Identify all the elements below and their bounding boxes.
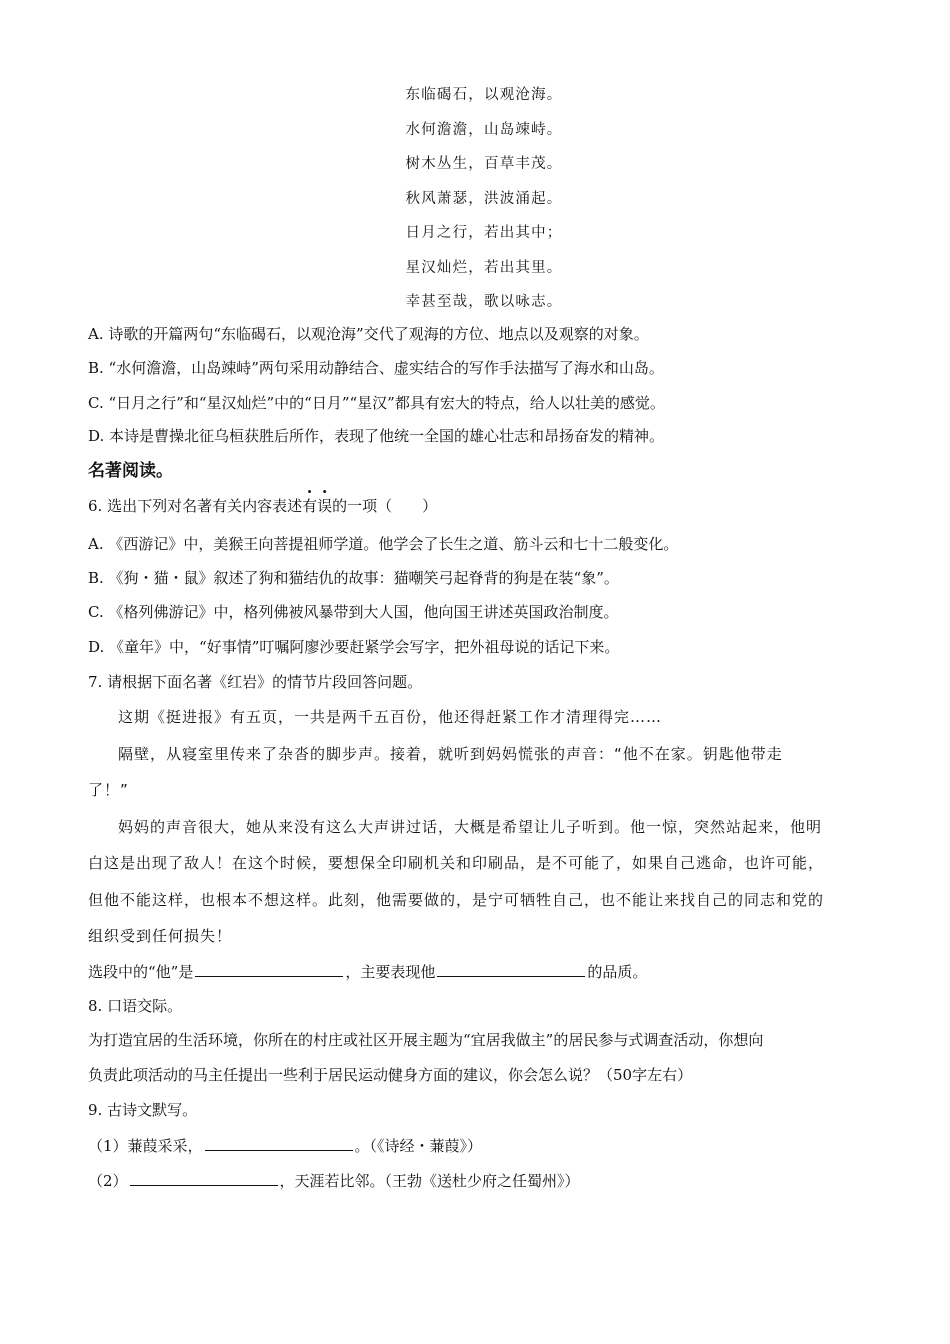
q7-excerpt-p3-line2: 白这是出现了敌人！在这个时候，要想保全印刷机关和印刷品，是不可能了，如果自己逃命，也许可能， bbox=[88, 854, 825, 872]
q6-emphasis-char: 误 bbox=[317, 497, 333, 515]
poem-line: 树木丛生，百草丰茂。 bbox=[405, 156, 563, 172]
q7-excerpt-p2-line2: 了！” bbox=[88, 781, 129, 799]
q7-answer-part2: ，主要表现他 bbox=[345, 963, 436, 981]
q9-item2-after: ，天涯若比邻。（王勃《送杜少府之任蜀州》） bbox=[279, 1172, 580, 1190]
q6-option-d: D. 《童年》中，“好事情”叮嘱阿廖沙要赶紧学会写字，把外祖母说的话记下来。 bbox=[88, 638, 620, 656]
q6-emphasis-char: 有 bbox=[302, 497, 318, 515]
q6-option-c: C. 《格列佛游记》中，格列佛被风暴带到大人国，他向国王讲述英国政治制度。 bbox=[88, 603, 619, 621]
q7-excerpt-p3-line4: 组织受到任何损失！ bbox=[88, 927, 233, 945]
q7-answer-part1: 选段中的“他”是 bbox=[88, 963, 194, 981]
q6-stem-after: 的一项（ ） bbox=[332, 497, 438, 515]
poem-line: 幸甚至哉，歌以咏志。 bbox=[405, 294, 563, 310]
q6-option-a: A. 《西游记》中，美猴王向菩提祖师学道。他学会了长生之道、筋斗云和七十二般变化。 bbox=[88, 535, 679, 553]
q7-excerpt-p3-line3: 但他不能这样，也根本不想这样。此刻，他需要做的，是宁可牺牲自己，也不能让来找自己的同志和党的 bbox=[88, 891, 825, 909]
poem-line: 水何澹澹，山岛竦峙。 bbox=[405, 121, 563, 138]
poem-line: 东临碣石，以观沧海。 bbox=[405, 87, 563, 103]
q6-option-b: B. 《狗・猫・鼠》叙述了狗和猫结仇的故事：猫嘲笑弓起脊背的狗是在装“象”。 bbox=[88, 569, 619, 587]
q7-excerpt-p3-line1: 妈妈的声音很大，她从来没有这么大声讲过话，大概是希望让儿子听到。他一惊，突然站起来，他明 bbox=[118, 818, 823, 836]
q7-answer-line bbox=[88, 960, 862, 983]
q7-answer-part3: 的品质。 bbox=[587, 963, 648, 981]
q5-option-d: D. 本诗是曹操北征乌桓获胜后所作，表现了他统一全国的雄心壮志和昂扬奋发的精神。 bbox=[88, 427, 665, 445]
poem-block bbox=[0, 78, 950, 320]
fill-blank[interactable] bbox=[130, 1169, 278, 1186]
q9-item1-after: 。（《诗经・蒹葭》） bbox=[354, 1137, 483, 1155]
fill-blank[interactable] bbox=[437, 960, 585, 977]
q9-item2-before: （2） bbox=[88, 1172, 128, 1190]
q8-line1: 为打造宜居的生活环境，你所在的村庄或社区开展主题为“宜居我做主”的居民参与式调查活动，你想向 bbox=[88, 1031, 764, 1049]
q9-item-2 bbox=[88, 1169, 862, 1192]
q6-stem-before: 6. 选出下列对名著有关内容表述 bbox=[88, 497, 303, 515]
q9-item1-before: （1）蒹葭采采， bbox=[88, 1137, 203, 1155]
q8-stem: 8. 口语交际。 bbox=[88, 997, 183, 1015]
q7-stem: 7. 请根据下面名著《红岩》的情节片段回答问题。 bbox=[88, 673, 423, 691]
q7-excerpt-p2-line1: 隔壁，从寝室里传来了杂沓的脚步声。接着，就听到妈妈慌张的声音：“他不在家。钥匙他带走 bbox=[118, 745, 783, 763]
q9-item-1 bbox=[88, 1134, 862, 1157]
q6-stem bbox=[88, 495, 862, 517]
q7-excerpt-p1: 这期《挺进报》有五页，一共是两千五百份，他还得赶紧工作才清理得完…… bbox=[118, 708, 663, 726]
poem-line: 秋风萧瑟，洪波涌起。 bbox=[405, 190, 563, 207]
fill-blank[interactable] bbox=[205, 1134, 353, 1151]
poem-line: 星汉灿烂，若出其里。 bbox=[405, 259, 563, 276]
poem-line: 日月之行，若出其中； bbox=[405, 225, 563, 241]
q5-option-c: C. “日月之行”和“星汉灿烂”中的“日月”“星汉”都具有宏大的特点，给人以壮美的感觉。 bbox=[88, 394, 665, 412]
q5-option-a: A. 诗歌的开篇两句“东临碣石，以观沧海”交代了观海的方位、地点以及观察的对象。 bbox=[88, 325, 649, 343]
q8-line2: 负责此项活动的马主任提出一些利于居民运动健身方面的建议，你会怎么说？（50字左右） bbox=[88, 1066, 693, 1084]
q9-stem: 9. 古诗文默写。 bbox=[88, 1101, 198, 1119]
section-heading: 名著阅读。 bbox=[88, 461, 173, 481]
fill-blank[interactable] bbox=[195, 960, 343, 977]
q5-option-b: B. “水何澹澹，山岛竦峙”两句采用动静结合、虚实结合的写作手法描写了海水和山岛。 bbox=[88, 359, 664, 377]
